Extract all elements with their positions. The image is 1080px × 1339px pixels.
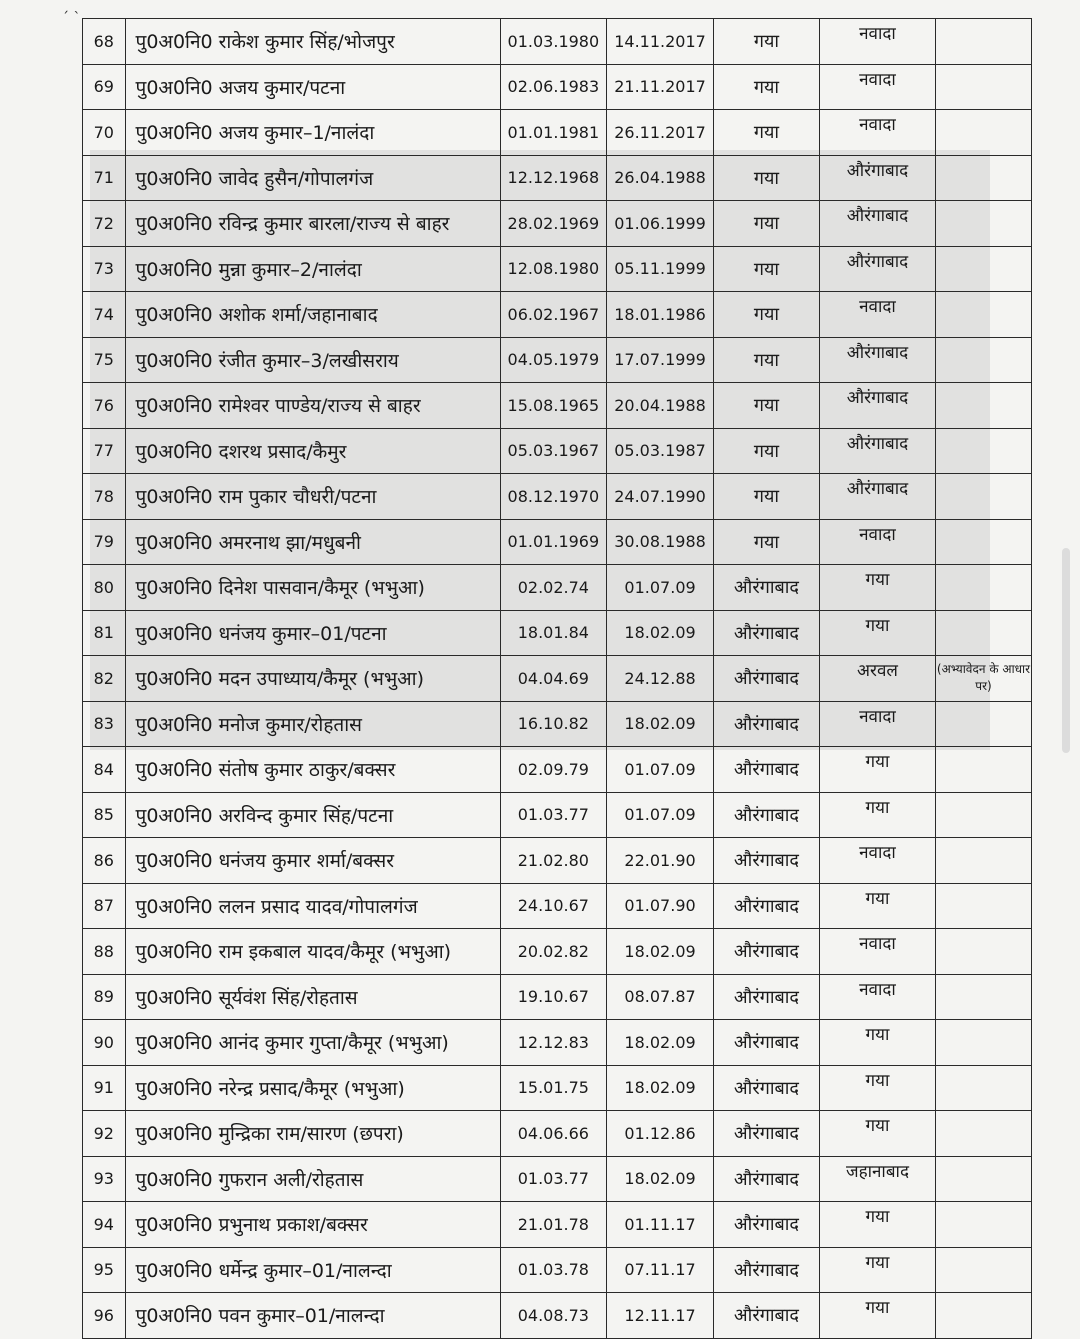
table-row	[83, 610, 1032, 656]
date-of-joining-cell: 18.02.09	[607, 1156, 714, 1202]
current-district-cell: गया	[713, 246, 819, 292]
serial-number-cell: 96	[83, 1293, 126, 1339]
table-row	[83, 110, 1032, 156]
date-of-joining-cell: 12.11.17	[607, 1293, 714, 1339]
remark-cell	[935, 747, 1031, 793]
current-district-cell: गया	[713, 383, 819, 429]
transfer-district-cell: औरंगाबाद	[820, 383, 936, 429]
date-of-joining-cell: 01.11.17	[607, 1202, 714, 1248]
officer-name-cell: पु0अ0नि0 नरेन्द्र प्रसाद/कैमूर (भभुआ)	[125, 1065, 500, 1111]
date-of-joining-cell: 01.07.90	[607, 883, 714, 929]
serial-number-cell: 87	[83, 883, 126, 929]
officer-name-cell: पु0अ0नि0 अमरनाथ झा/मधुबनी	[125, 519, 500, 565]
date-of-birth-cell: 18.01.84	[500, 610, 607, 656]
current-district-cell: औरंगाबाद	[713, 1202, 819, 1248]
transfer-district-cell: औरंगाबाद	[820, 155, 936, 201]
current-district-cell: औरंगाबाद	[713, 1293, 819, 1339]
transfer-district-cell: जहानाबाद	[820, 1156, 936, 1202]
date-of-birth-cell: 21.01.78	[500, 1202, 607, 1248]
transfer-district-cell: नवादा	[820, 64, 936, 110]
remark-cell	[935, 883, 1031, 929]
transfer-district-cell: औरंगाबाद	[820, 201, 936, 247]
date-of-birth-cell: 21.02.80	[500, 838, 607, 884]
date-of-joining-cell: 18.02.09	[607, 929, 714, 975]
date-of-joining-cell: 05.03.1987	[607, 428, 714, 474]
current-district-cell: औरंगाबाद	[713, 1020, 819, 1066]
date-of-birth-cell: 19.10.67	[500, 974, 607, 1020]
remark-cell	[935, 383, 1031, 429]
transfer-district-cell: नवादा	[820, 701, 936, 747]
table-row	[83, 1111, 1032, 1157]
date-of-birth-cell: 24.10.67	[500, 883, 607, 929]
date-of-joining-cell: 18.02.09	[607, 1065, 714, 1111]
serial-number-cell: 89	[83, 974, 126, 1020]
scrollbar[interactable]	[1062, 548, 1070, 753]
date-of-birth-cell: 04.06.66	[500, 1111, 607, 1157]
date-of-joining-cell: 01.12.86	[607, 1111, 714, 1157]
serial-number-cell: 71	[83, 155, 126, 201]
date-of-birth-cell: 01.03.78	[500, 1247, 607, 1293]
transfer-district-cell: गया	[820, 1065, 936, 1111]
page-corner-mark: ˏ ˎ	[62, 0, 81, 14]
date-of-joining-cell: 22.01.90	[607, 838, 714, 884]
date-of-joining-cell: 24.12.88	[607, 656, 714, 702]
officer-name-cell: पु0अ0नि0 धर्मेन्द्र कुमार–01/नालन्दा	[125, 1247, 500, 1293]
date-of-birth-cell: 08.12.1970	[500, 474, 607, 520]
officer-name-cell: पु0अ0नि0 दशरथ प्रसाद/कैमुर	[125, 428, 500, 474]
transfer-district-cell: गया	[820, 565, 936, 611]
remark-cell	[935, 1293, 1031, 1339]
serial-number-cell: 80	[83, 565, 126, 611]
table-row	[83, 929, 1032, 975]
current-district-cell: गया	[713, 19, 819, 65]
transfer-district-cell: औरंगाबाद	[820, 428, 936, 474]
serial-number-cell: 81	[83, 610, 126, 656]
serial-number-cell: 85	[83, 792, 126, 838]
date-of-joining-cell: 17.07.1999	[607, 337, 714, 383]
date-of-joining-cell: 20.04.1988	[607, 383, 714, 429]
current-district-cell: औरंगाबाद	[713, 974, 819, 1020]
serial-number-cell: 77	[83, 428, 126, 474]
date-of-birth-cell: 04.04.69	[500, 656, 607, 702]
table-row	[83, 428, 1032, 474]
serial-number-cell: 79	[83, 519, 126, 565]
date-of-birth-cell: 01.01.1969	[500, 519, 607, 565]
date-of-joining-cell: 18.02.09	[607, 1020, 714, 1066]
date-of-birth-cell: 20.02.82	[500, 929, 607, 975]
date-of-joining-cell: 26.04.1988	[607, 155, 714, 201]
serial-number-cell: 78	[83, 474, 126, 520]
officer-name-cell: पु0अ0नि0 मनोज कुमार/रोहतास	[125, 701, 500, 747]
current-district-cell: गया	[713, 201, 819, 247]
date-of-joining-cell: 01.07.09	[607, 747, 714, 793]
table-row	[83, 474, 1032, 520]
current-district-cell: औरंगाबाद	[713, 883, 819, 929]
remark-cell	[935, 1111, 1031, 1157]
current-district-cell: गया	[713, 474, 819, 520]
transfer-district-cell: औरंगाबाद	[820, 246, 936, 292]
current-district-cell: गया	[713, 337, 819, 383]
serial-number-cell: 84	[83, 747, 126, 793]
serial-number-cell: 69	[83, 64, 126, 110]
officer-name-cell: पु0अ0नि0 गुफरान अली/रोहतास	[125, 1156, 500, 1202]
remark-cell	[935, 929, 1031, 975]
serial-number-cell: 94	[83, 1202, 126, 1248]
serial-number-cell: 88	[83, 929, 126, 975]
table-row	[83, 974, 1032, 1020]
current-district-cell: औरंगाबाद	[713, 838, 819, 884]
remark-cell	[935, 519, 1031, 565]
date-of-birth-cell: 06.02.1967	[500, 292, 607, 338]
serial-number-cell: 91	[83, 1065, 126, 1111]
serial-number-cell: 73	[83, 246, 126, 292]
transfer-district-cell: गया	[820, 1247, 936, 1293]
transfer-district-cell: अरवल	[820, 656, 936, 702]
remark-cell	[935, 1247, 1031, 1293]
serial-number-cell: 72	[83, 201, 126, 247]
table-row	[83, 337, 1032, 383]
transfer-district-cell: गया	[820, 747, 936, 793]
remark-cell	[935, 110, 1031, 156]
date-of-joining-cell: 18.01.1986	[607, 292, 714, 338]
current-district-cell: औरंगाबाद	[713, 1247, 819, 1293]
transfer-district-cell: गया	[820, 792, 936, 838]
transfer-district-cell: गया	[820, 1293, 936, 1339]
date-of-birth-cell: 16.10.82	[500, 701, 607, 747]
officer-name-cell: पु0अ0नि0 प्रभुनाथ प्रकाश/बक्सर	[125, 1202, 500, 1248]
transfer-district-cell: गया	[820, 1202, 936, 1248]
current-district-cell: गया	[713, 292, 819, 338]
date-of-joining-cell: 08.07.87	[607, 974, 714, 1020]
officer-name-cell: पु0अ0नि0 आनंद कुमार गुप्ता/कैमूर (भभुआ)	[125, 1020, 500, 1066]
date-of-birth-cell: 04.08.73	[500, 1293, 607, 1339]
transfer-district-cell: औरंगाबाद	[820, 337, 936, 383]
table-row	[83, 1156, 1032, 1202]
table-row	[83, 383, 1032, 429]
date-of-birth-cell: 04.05.1979	[500, 337, 607, 383]
remark-cell	[935, 246, 1031, 292]
date-of-birth-cell: 02.02.74	[500, 565, 607, 611]
date-of-joining-cell: 01.07.09	[607, 565, 714, 611]
table-row	[83, 64, 1032, 110]
current-district-cell: औरंगाबाद	[713, 1156, 819, 1202]
remark-cell	[935, 19, 1031, 65]
date-of-birth-cell: 01.03.77	[500, 1156, 607, 1202]
officer-name-cell: पु0अ0नि0 संतोष कुमार ठाकुर/बक्सर	[125, 747, 500, 793]
transfer-district-cell: नवादा	[820, 19, 936, 65]
table-row	[83, 1247, 1032, 1293]
transfer-district-cell: नवादा	[820, 838, 936, 884]
date-of-joining-cell: 01.06.1999	[607, 201, 714, 247]
transfer-district-cell: औरंगाबाद	[820, 474, 936, 520]
table-row	[83, 701, 1032, 747]
remark-cell	[935, 474, 1031, 520]
table-row	[83, 565, 1032, 611]
table-row	[83, 656, 1032, 702]
current-district-cell: औरंगाबाद	[713, 747, 819, 793]
transfer-district-cell: गया	[820, 1020, 936, 1066]
officer-name-cell: पु0अ0नि0 राम इकबाल यादव/कैमूर (भभुआ)	[125, 929, 500, 975]
current-district-cell: गया	[713, 64, 819, 110]
current-district-cell: औरंगाबाद	[713, 792, 819, 838]
date-of-birth-cell: 12.12.83	[500, 1020, 607, 1066]
date-of-birth-cell: 02.09.79	[500, 747, 607, 793]
remark-cell	[935, 1020, 1031, 1066]
current-district-cell: गया	[713, 428, 819, 474]
date-of-joining-cell: 26.11.2017	[607, 110, 714, 156]
officer-name-cell: पु0अ0नि0 ललन प्रसाद यादव/गोपालगंज	[125, 883, 500, 929]
remark-cell	[935, 838, 1031, 884]
serial-number-cell: 82	[83, 656, 126, 702]
date-of-joining-cell: 14.11.2017	[607, 19, 714, 65]
date-of-joining-cell: 07.11.17	[607, 1247, 714, 1293]
date-of-birth-cell: 28.02.1969	[500, 201, 607, 247]
table-row	[83, 792, 1032, 838]
officer-name-cell: पु0अ0नि0 मुन्द्रिका राम/सारण (छपरा)	[125, 1111, 500, 1157]
table-row	[83, 883, 1032, 929]
transfer-district-cell: नवादा	[820, 929, 936, 975]
remark-cell	[935, 1156, 1031, 1202]
date-of-joining-cell: 05.11.1999	[607, 246, 714, 292]
date-of-birth-cell: 01.03.77	[500, 792, 607, 838]
officer-name-cell: पु0अ0नि0 दिनेश पासवान/कैमूर (भभुआ)	[125, 565, 500, 611]
officer-name-cell: पु0अ0नि0 मदन उपाध्याय/कैमूर (भभुआ)	[125, 656, 500, 702]
date-of-birth-cell: 02.06.1983	[500, 64, 607, 110]
date-of-joining-cell: 21.11.2017	[607, 64, 714, 110]
table-row	[83, 292, 1032, 338]
transfer-district-cell: गया	[820, 883, 936, 929]
remark-cell	[935, 1202, 1031, 1248]
officer-name-cell: पु0अ0नि0 रंजीत कुमार–3/लखीसराय	[125, 337, 500, 383]
remark-cell	[935, 64, 1031, 110]
date-of-birth-cell: 05.03.1967	[500, 428, 607, 474]
current-district-cell: औरंगाबाद	[713, 656, 819, 702]
remark-cell	[935, 292, 1031, 338]
table-body	[83, 19, 1032, 1339]
remark-cell	[935, 701, 1031, 747]
officer-name-cell: पु0अ0नि0 धनंजय कुमार शर्मा/बक्सर	[125, 838, 500, 884]
current-district-cell: औरंगाबाद	[713, 565, 819, 611]
officer-name-cell: पु0अ0नि0 रविन्द्र कुमार बारला/राज्य से बाहर	[125, 201, 500, 247]
transfer-district-cell: गया	[820, 1111, 936, 1157]
date-of-birth-cell: 01.03.1980	[500, 19, 607, 65]
serial-number-cell: 95	[83, 1247, 126, 1293]
officer-name-cell: पु0अ0नि0 राकेश कुमार सिंह/भोजपुर	[125, 19, 500, 65]
table-row	[83, 747, 1032, 793]
officer-name-cell: पु0अ0नि0 जावेद हुसैन/गोपालगंज	[125, 155, 500, 201]
serial-number-cell: 74	[83, 292, 126, 338]
table-row	[83, 1202, 1032, 1248]
remark-cell	[935, 974, 1031, 1020]
transfer-list-table	[82, 18, 1032, 1339]
officer-name-cell: पु0अ0नि0 अरविन्द कुमार सिंह/पटना	[125, 792, 500, 838]
table-row	[83, 838, 1032, 884]
remark-cell	[935, 792, 1031, 838]
current-district-cell: गया	[713, 155, 819, 201]
transfer-district-cell: नवादा	[820, 292, 936, 338]
date-of-birth-cell: 12.12.1968	[500, 155, 607, 201]
current-district-cell: औरंगाबाद	[713, 610, 819, 656]
officer-name-cell: पु0अ0नि0 मुन्ना कुमार–2/नालंदा	[125, 246, 500, 292]
serial-number-cell: 75	[83, 337, 126, 383]
officer-name-cell: पु0अ0नि0 राम पुकार चौधरी/पटना	[125, 474, 500, 520]
table-row	[83, 19, 1032, 65]
officer-name-cell: पु0अ0नि0 अशोक शर्मा/जहानाबाद	[125, 292, 500, 338]
date-of-joining-cell: 30.08.1988	[607, 519, 714, 565]
current-district-cell: औरंगाबाद	[713, 1065, 819, 1111]
remark-cell	[935, 428, 1031, 474]
remark-cell	[935, 1065, 1031, 1111]
date-of-joining-cell: 24.07.1990	[607, 474, 714, 520]
table-row	[83, 246, 1032, 292]
date-of-joining-cell: 18.02.09	[607, 701, 714, 747]
table-row	[83, 1065, 1032, 1111]
serial-number-cell: 86	[83, 838, 126, 884]
remark-cell	[935, 610, 1031, 656]
current-district-cell: औरंगाबाद	[713, 929, 819, 975]
serial-number-cell: 93	[83, 1156, 126, 1202]
serial-number-cell: 92	[83, 1111, 126, 1157]
date-of-birth-cell: 15.08.1965	[500, 383, 607, 429]
remark-cell	[935, 337, 1031, 383]
remark-cell: (अभ्यावेदन के आधार पर)	[935, 656, 1031, 702]
officer-name-cell: पु0अ0नि0 सूर्यवंश सिंह/रोहतास	[125, 974, 500, 1020]
current-district-cell: गया	[713, 110, 819, 156]
serial-number-cell: 76	[83, 383, 126, 429]
date-of-birth-cell: 01.01.1981	[500, 110, 607, 156]
table-row	[83, 155, 1032, 201]
officer-name-cell: पु0अ0नि0 पवन कुमार–01/नालन्दा	[125, 1293, 500, 1339]
officer-name-cell: पु0अ0नि0 अजय कुमार–1/नालंदा	[125, 110, 500, 156]
transfer-district-cell: नवादा	[820, 974, 936, 1020]
current-district-cell: औरंगाबाद	[713, 1111, 819, 1157]
officer-name-cell: पु0अ0नि0 अजय कुमार/पटना	[125, 64, 500, 110]
remark-cell	[935, 565, 1031, 611]
transfer-district-cell: नवादा	[820, 110, 936, 156]
serial-number-cell: 68	[83, 19, 126, 65]
table-row	[83, 1293, 1032, 1339]
serial-number-cell: 90	[83, 1020, 126, 1066]
remark-cell	[935, 201, 1031, 247]
serial-number-cell: 83	[83, 701, 126, 747]
transfer-district-cell: नवादा	[820, 519, 936, 565]
remark-cell	[935, 155, 1031, 201]
current-district-cell: औरंगाबाद	[713, 701, 819, 747]
date-of-joining-cell: 01.07.09	[607, 792, 714, 838]
date-of-birth-cell: 12.08.1980	[500, 246, 607, 292]
table-row	[83, 201, 1032, 247]
table-row	[83, 1020, 1032, 1066]
table-row	[83, 519, 1032, 565]
serial-number-cell: 70	[83, 110, 126, 156]
transfer-district-cell: गया	[820, 610, 936, 656]
officer-name-cell: पु0अ0नि0 धनंजय कुमार–01/पटना	[125, 610, 500, 656]
officer-name-cell: पु0अ0नि0 रामेश्वर पाण्डेय/राज्य से बाहर	[125, 383, 500, 429]
current-district-cell: गया	[713, 519, 819, 565]
date-of-birth-cell: 15.01.75	[500, 1065, 607, 1111]
date-of-joining-cell: 18.02.09	[607, 610, 714, 656]
